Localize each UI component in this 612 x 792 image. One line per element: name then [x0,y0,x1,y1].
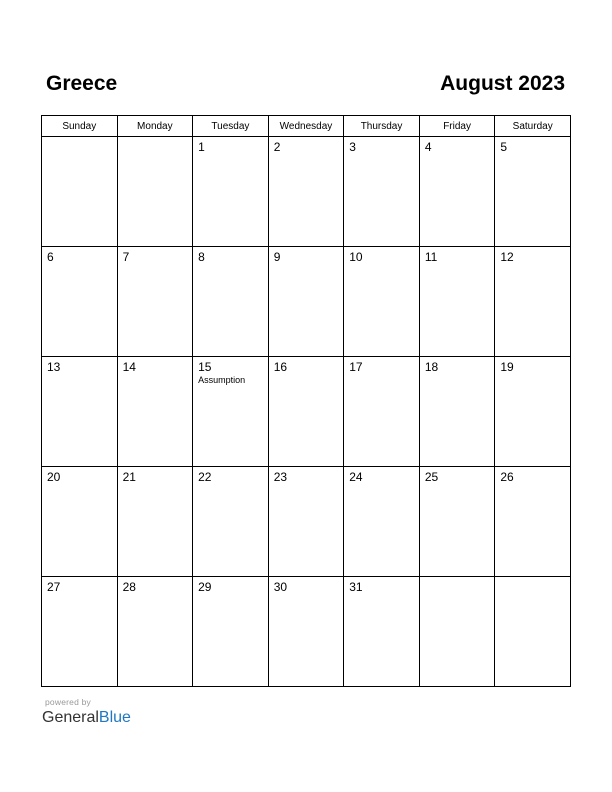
day-number: 3 [349,140,356,154]
week-row [42,577,571,687]
day-cell [419,137,495,247]
day-cell [193,577,269,687]
day-cell [42,467,118,577]
day-cell [268,467,344,577]
weekday-header: Monday [117,116,193,137]
day-number [118,137,193,141]
day-number: 29 [198,580,212,594]
day-number: 25 [424,470,439,484]
day-number: 14 [122,360,136,374]
day-number: 6 [47,250,54,264]
day-cell [268,247,344,357]
day-number: 5 [500,140,508,154]
day-number: 17 [349,360,363,374]
day-cell [193,247,269,357]
day-number [495,577,570,581]
day-cell [117,357,193,467]
day-number: 16 [273,360,288,374]
day-cell [419,577,495,687]
week-row [42,247,571,357]
day-number: 20 [47,470,61,484]
calendar-grid [41,115,571,687]
day-number: 27 [47,580,61,594]
day-cell [268,137,344,247]
day-number: 13 [47,360,61,374]
weekday-header-row [42,116,571,137]
weekday-header: Sunday [42,116,118,137]
day-number: 10 [349,250,363,264]
day-number: 8 [198,250,205,264]
day-number: 4 [424,140,432,154]
day-cell [117,247,193,357]
day-number: 31 [349,580,363,594]
day-cell [344,357,420,467]
day-number: 30 [273,580,288,594]
generalblue-logo [42,708,131,728]
day-cell [344,467,420,577]
day-number: 21 [122,470,136,484]
day-number: 23 [273,470,288,484]
day-number: 18 [424,360,439,374]
week-row [42,357,571,467]
day-cell [344,137,420,247]
day-number: 2 [273,140,281,154]
day-cell [117,467,193,577]
day-number: 12 [500,250,514,264]
week-row [42,467,571,577]
day-cell [117,137,193,247]
day-cell [344,577,420,687]
day-cell [268,577,344,687]
country-title: Greece [46,72,118,95]
powered-by-text: powered by [45,697,91,707]
weekday-header: Tuesday [193,116,269,137]
weekday-header: Saturday [495,116,571,137]
day-cell [419,467,495,577]
day-number: 15 [198,360,212,374]
day-number: 26 [500,470,514,484]
day-number [42,137,117,141]
day-number: 1 [198,140,205,154]
day-cell [344,247,420,357]
day-cell [495,137,571,247]
logo-text-blue: Blue [98,709,131,726]
day-cell [117,577,193,687]
day-cell [193,467,269,577]
month-year-title: August 2023 [440,72,565,95]
day-number: 19 [500,360,514,374]
day-cell [419,247,495,357]
weekday-header: Wednesday [268,116,344,137]
day-number [420,577,495,581]
weekday-header: Thursday [344,116,420,137]
day-number: 11 [424,250,438,264]
day-cell [268,357,344,467]
holiday-label: Assumption [198,375,246,385]
week-row [42,137,571,247]
day-number: 22 [198,470,212,484]
day-number: 7 [122,250,130,264]
day-cell [42,247,118,357]
day-cell [495,357,571,467]
day-cell [42,357,118,467]
day-cell [495,247,571,357]
weekday-header: Friday [419,116,495,137]
day-cell [419,357,495,467]
day-cell [42,577,118,687]
day-number: 24 [349,470,363,484]
day-cell [193,137,269,247]
day-cell [495,577,571,687]
day-number: 28 [122,580,136,594]
day-cell [193,357,269,467]
day-number: 9 [273,250,281,264]
logo-text-general: General [42,709,99,726]
day-cell [495,467,571,577]
day-cell [42,137,118,247]
